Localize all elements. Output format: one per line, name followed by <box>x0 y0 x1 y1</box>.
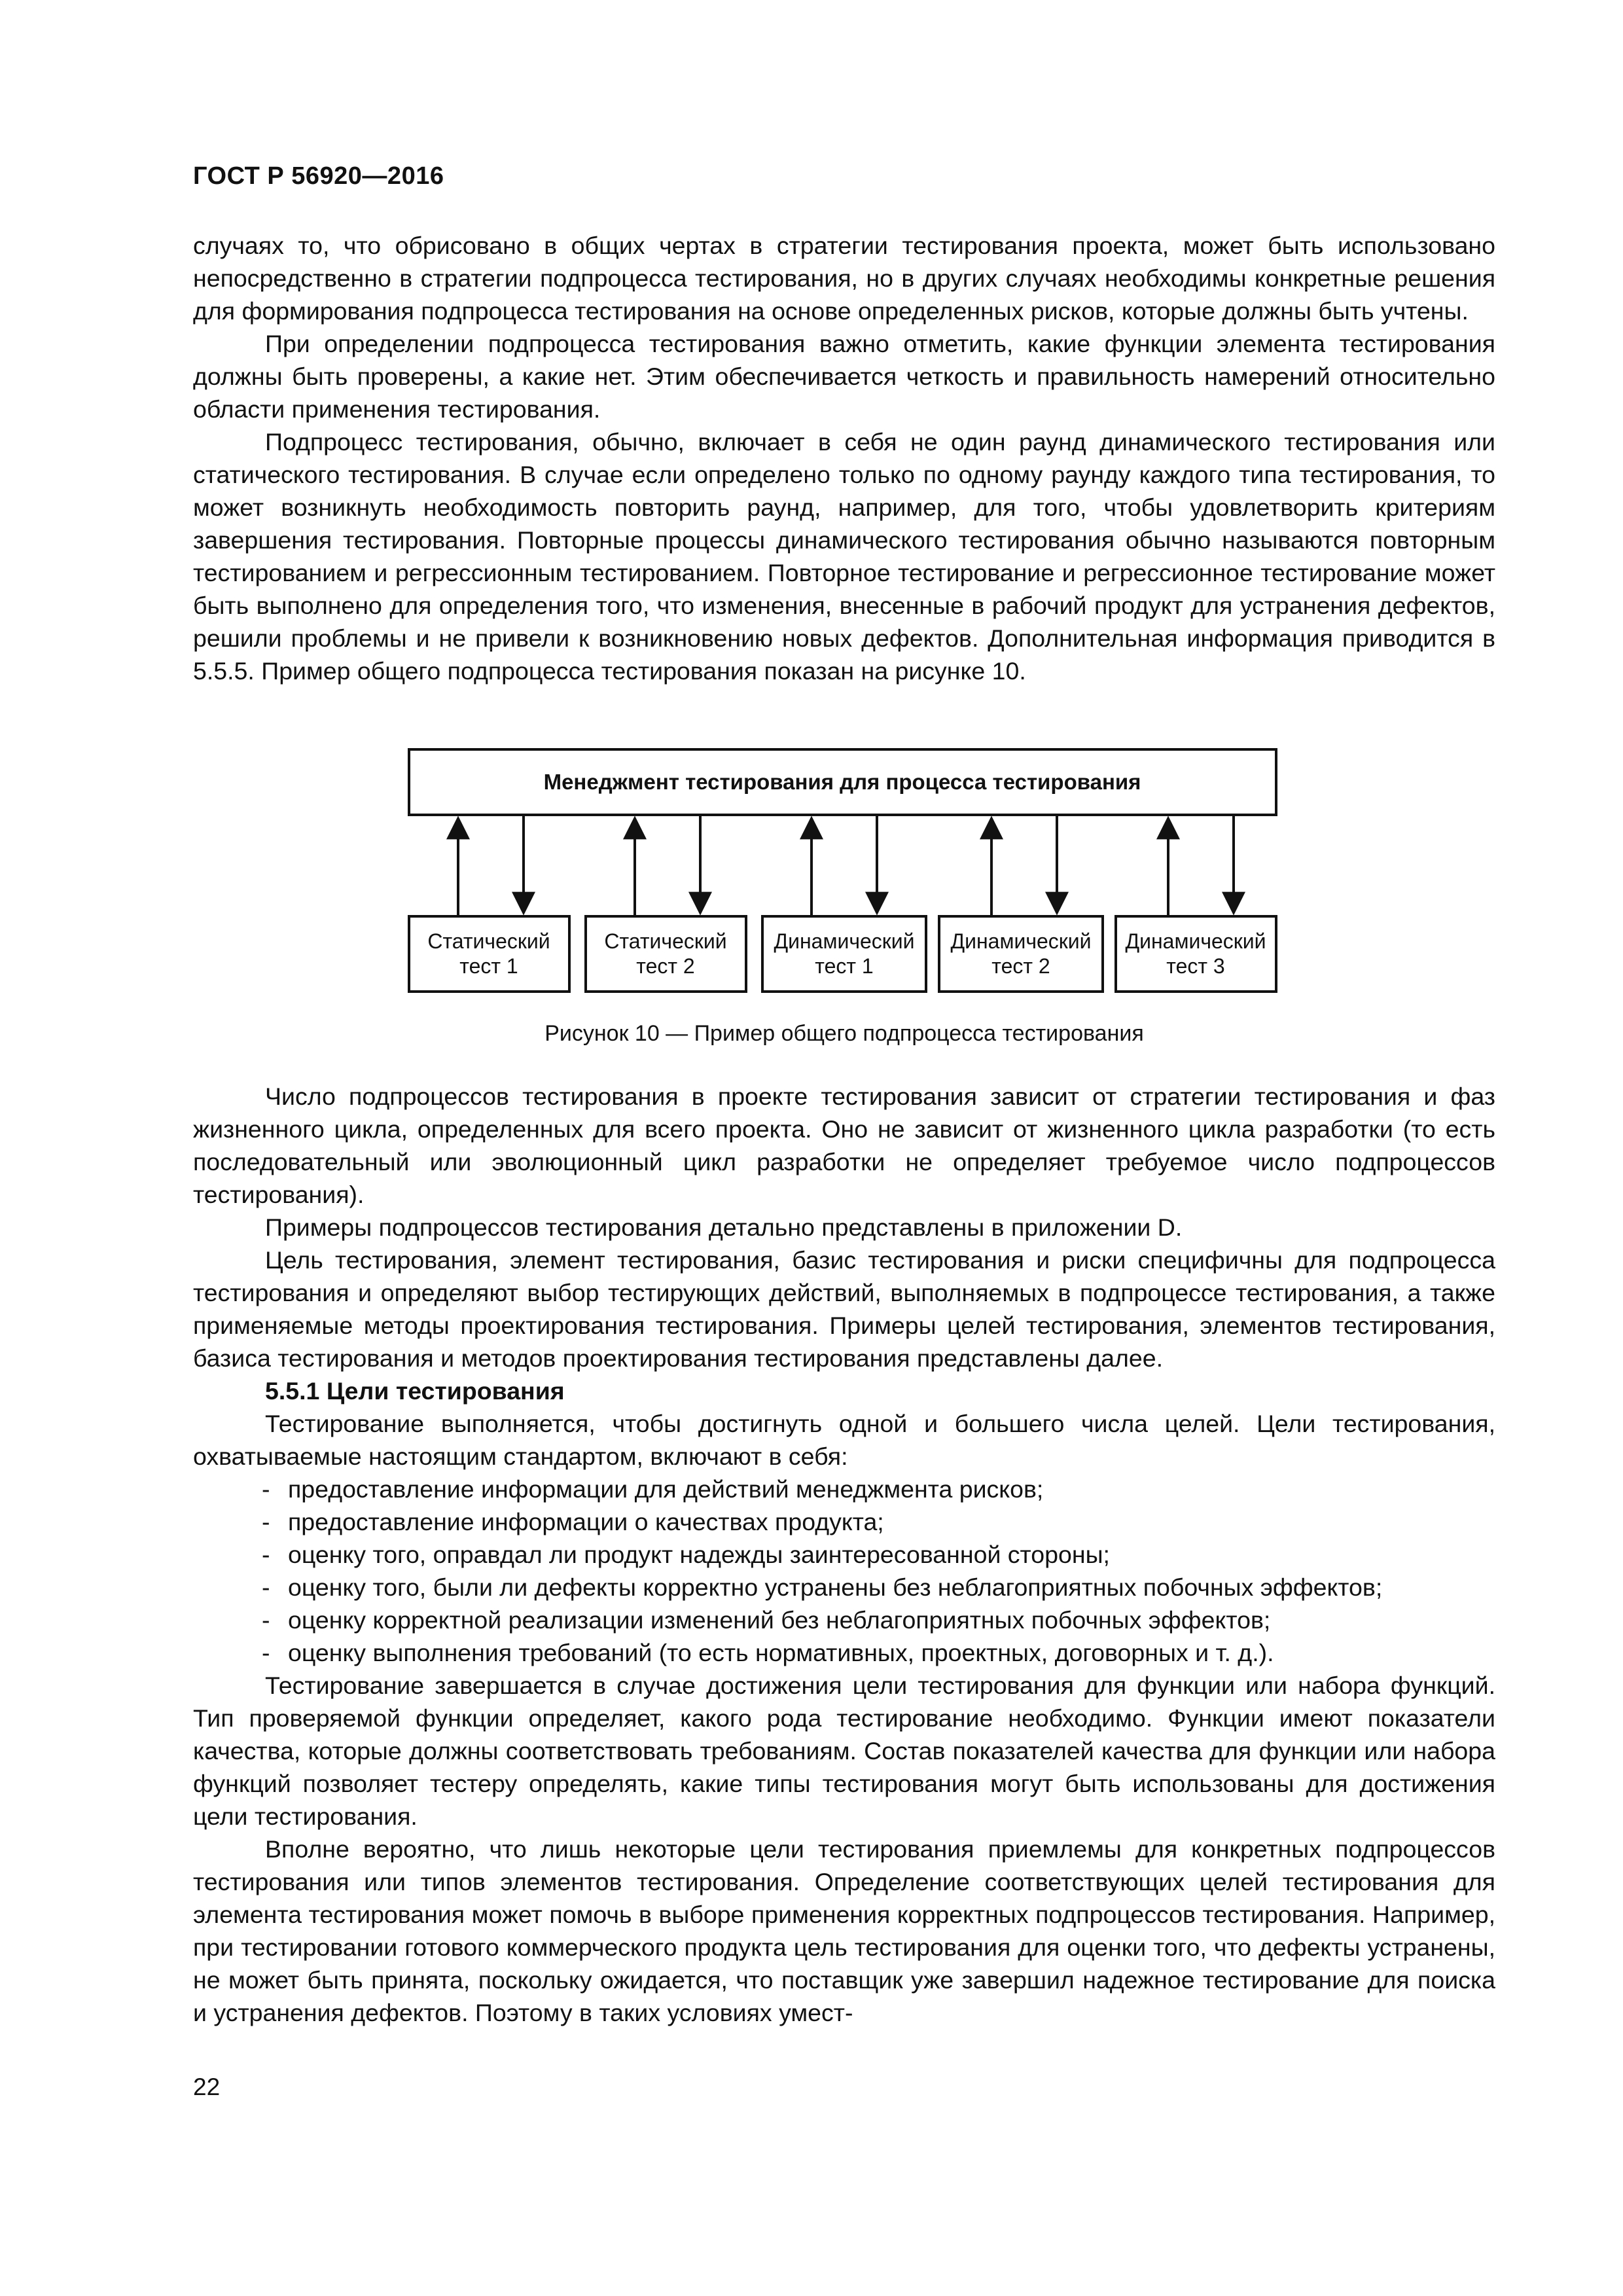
box-label-line1: Статический <box>604 929 727 953</box>
box-label-line2: тест 2 <box>991 954 1050 978</box>
list-item <box>262 1604 1495 1636</box>
intro-text <box>193 229 1495 687</box>
figure-caption: Рисунок 10 — Пример общего подпроцесса тестирования <box>544 1021 1144 1046</box>
bullet-mark: - <box>262 1606 270 1634</box>
box-label-line1: Статический <box>427 929 550 953</box>
paragraph: При определении подпроцесса тестирования важно отметить, какие функции элемента тестирования должны быть проверены, а какие нет. Этим обеспечивается четкость и правильность намерений относительно области применения тестирования. <box>193 330 1495 423</box>
paragraph: Примеры подпроцессов тестирования детально представлены в приложении D. <box>265 1213 1183 1241</box>
list-item <box>262 1473 1495 1505</box>
figure-10-diagram <box>406 746 1283 995</box>
box-label-line2: тест 1 <box>459 954 518 978</box>
box-label-line1: Динамический <box>950 929 1092 953</box>
list-item-text: предоставление информации о качествах продукта; <box>288 1508 884 1535</box>
page-number: 22 <box>193 2073 221 2100</box>
bullet-mark: - <box>262 1639 270 1666</box>
paragraph: Вполне вероятно, что лишь некоторые цели тестирования приемлемы для конкретных подпроцессов тестирования или типов элементов тестирования. Определение соответствующих целей тестирования для элемента тестирования может помочь в выборе применения корректных подпроцессов тестирования. Например, при тестировании готового коммерческого продукта цель тестирования для оценки того, что дефекты устранены, не может быть принята, поскольку ожидается, что поставщик уже завершил надежное тестирование для поиска и устранения дефектов. Поэтому в таких условиях умест- <box>193 1835 1495 2026</box>
paragraph: Тестирование выполняется, чтобы достигнуть одной и большего числа целей. Цели тестирования, охватываемые настоящим стандартом, включают в себя: <box>193 1410 1495 1470</box>
box-label-line1: Динамический <box>774 929 915 953</box>
box-label-line2: тест 3 <box>1166 954 1225 978</box>
list-item <box>262 1636 1495 1669</box>
bullet-mark: - <box>262 1508 270 1535</box>
body-text <box>193 1080 1495 2029</box>
box-dynamic-test-2 <box>939 916 1103 992</box>
box-dynamic-test-3 <box>1116 916 1276 992</box>
box-label-line2: тест 2 <box>636 954 695 978</box>
list-item <box>262 1571 1495 1604</box>
paragraph: Подпроцесс тестирования, обычно, включает в себя не один раунд динамического тестирования или статического тестирования. В случае если определено только по одному раунду каждого типа тестирования, то может возникнуть необходимость повторить раунд, например, для того, чтобы удовлетворить критериям завершения тестирования. Повторные процессы динамического тестирования обычно называются повторным тестированием и регрессионным тестированием. Повторное тестирование и регрессионное тестирование может быть выполнено для определения того, что изменения, внесенные в рабочий продукт для устранения дефектов, решили проблемы и не привели к возникновению новых дефектов. Дополнительная информация приводится в 5.5.5. Пример общего подпроцесса тестирования показан на рисунке 10. <box>193 428 1495 685</box>
paragraph: Число подпроцессов тестирования в проекте тестирования зависит от стратегии тестирования и фаз жизненного цикла, определенных для всего проекта. Оно не зависит от жизненного цикла разработки (то есть последовательный или эволюционный цикл разработки не определяет требуемое число подпроцессов тестирования). <box>193 1083 1495 1208</box>
list-item-text: оценку выполнения требований (то есть нормативных, проектных, договорных и т. д.). <box>288 1639 1274 1666</box>
list-item-text: оценку корректной реализации изменений без неблагоприятных побочных эффектов; <box>288 1606 1271 1634</box>
list-item-text: предоставление информации для действий менеджмента рисков; <box>288 1475 1044 1503</box>
box-label-line1: Динамический <box>1125 929 1266 953</box>
list-item <box>262 1505 1495 1538</box>
paragraph: Тестирование завершается в случае достижения цели тестирования для функции или набора функций. Тип проверяемой функции определяет, какого рода тестирование необходимо. Функции имеют показатели качества, которые должны соответствовать требованиям. Состав показателей качества для функции или набора функций позволяет тестеру определять, какие типы тестирования могут быть использованы для достижения цели тестирования. <box>193 1672 1495 1830</box>
box-label-line2: тест 1 <box>815 954 874 978</box>
top-box-label: Менеджмент тестирования для процесса тестирования <box>543 770 1141 794</box>
bullet-mark: - <box>262 1475 270 1503</box>
document-header: ГОСТ Р 56920—2016 <box>193 162 444 190</box>
section-heading: 5.5.1 Цели тестирования <box>265 1377 565 1405</box>
bullet-mark: - <box>262 1573 270 1601</box>
list-item <box>262 1538 1495 1571</box>
paragraph: случаях то, что обрисовано в общих чертах в стратегии тестирования проекта, может быть использовано непосредственно в стратегии подпроцесса тестирования, но в других случаях необходимы конкретные решения для формирования подпроцесса тестирования на основе определенных рисков, которые должны быть учтены. <box>193 232 1495 325</box>
box-static-test-2 <box>586 916 746 992</box>
box-dynamic-test-1 <box>762 916 926 992</box>
arrows <box>458 815 1234 916</box>
list-item-text: оценку того, были ли дефекты корректно устранены без неблагоприятных побочных эффектов; <box>288 1573 1383 1601</box>
list-item-text: оценку того, оправдал ли продукт надежды заинтересованной стороны; <box>288 1541 1110 1568</box>
box-static-test-1 <box>409 916 569 992</box>
paragraph: Цель тестирования, элемент тестирования, базис тестирования и риски специфичны для подпроцесса тестирования и определяют выбор тестирующих действий, выполняемых в подпроцессе тестирования, а также применяемые методы проектирования тестирования. Примеры целей тестирования, элементов тестирования, базиса тестирования и методов проектирования тестирования представлены далее. <box>193 1246 1495 1372</box>
top-box-management <box>409 749 1276 815</box>
goals-list <box>193 1473 1495 1669</box>
bullet-mark: - <box>262 1541 270 1568</box>
